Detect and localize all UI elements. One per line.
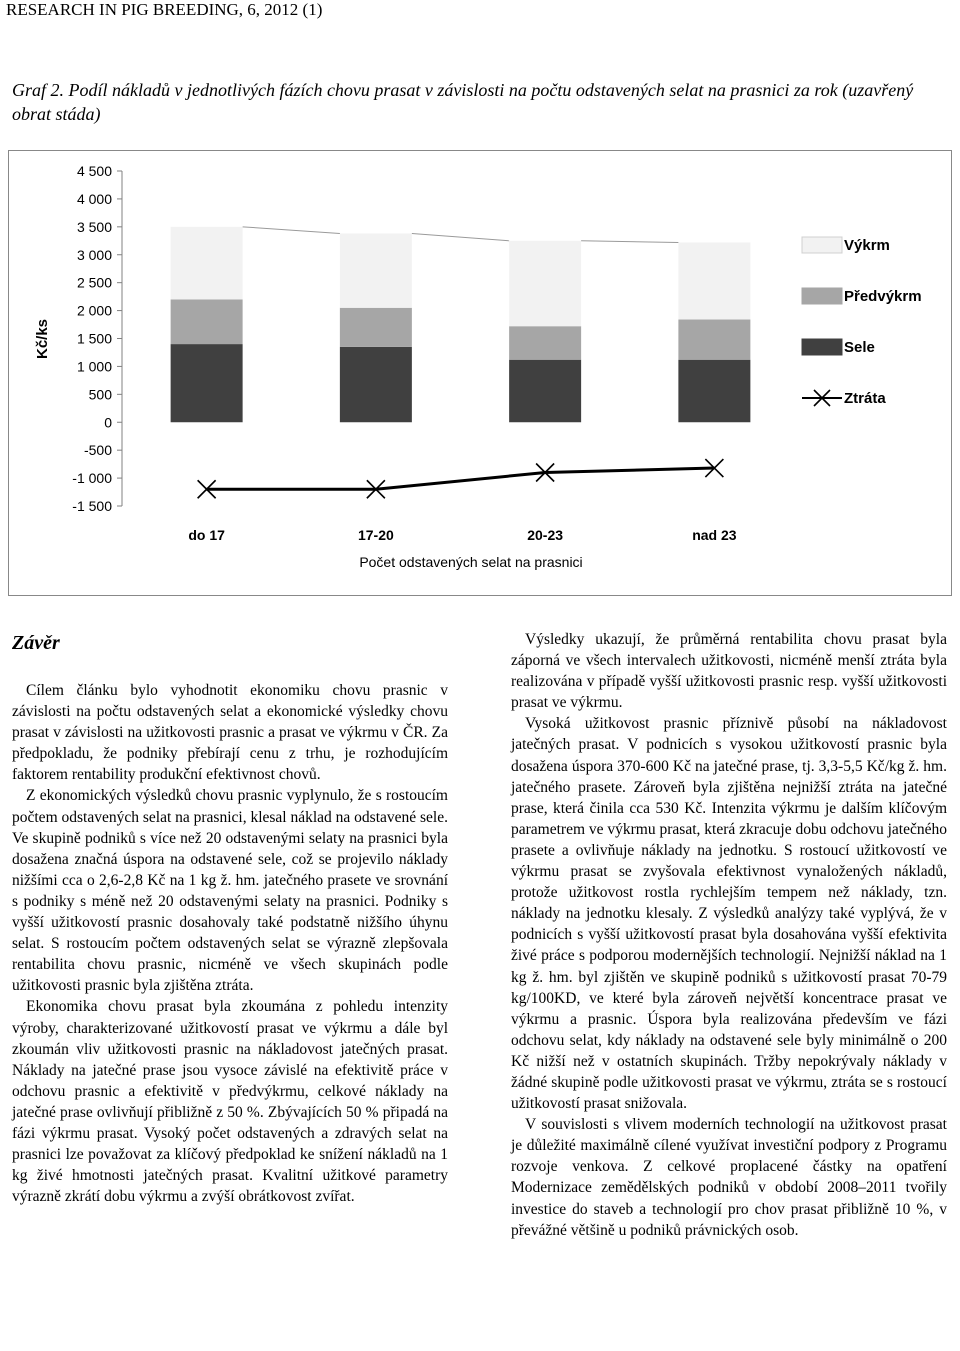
bar-sele [509, 360, 581, 423]
y-tick-label: 0 [104, 414, 112, 431]
y-tick-label: -500 [83, 442, 112, 459]
right-paragraph-1: Výsledky ukazují, že průměrná rentabilita chovu prasat byla záporná ve všech intervalech užitkovosti, nicméně menší ztráta byla realizována v případě vyšší užitkovosti prasnic resp. vyšší užitkovosti prasat ve výkrmu. [511, 631, 947, 712]
x-axis-label: Počet odstavených selat na prasnici [359, 554, 583, 570]
series-line-ztrata [207, 468, 715, 489]
running-head: RESEARCH IN PIG BREEDING, 6, 2012 (1) [6, 0, 323, 19]
left-paragraph-3: Ekonomika chovu prasat byla zkoumána z pohledu intenzity výroby, charakterizované užitkovostí prasat ve výkrmu a dále byl zkoumán vliv užitkovosti prasnic na nákladovost jatečných prasat. Náklady na jatečné prase jsou vysoce závislé na efektivitě práce v odchovu prasnic a efektivitě v předvýkrmu, celkové náklady na jatečné prase ovlivňují přibližně z 50 %. Zbývajících 50 % připadá na fázi výkrmu prasat. Vysoký počet odstavených a zdravých selat na prasnici lze považovat za klíčový předpoklad ke snížení nákladů na 1 kg živé hmotnosti jatečných prasat. Kvalitní užitkové parametry výrazně zkrátí dobu výkrmu a zvýší obrátkovost zvířat. [12, 998, 448, 1206]
section-title: Závěr [12, 632, 60, 654]
bar-výkrm [340, 234, 412, 308]
bar-sele [678, 360, 750, 423]
bar-sele [340, 347, 412, 422]
bar-výkrm [171, 227, 243, 300]
y-tick-label: 2 000 [76, 302, 112, 319]
left-paragraph-2: Z ekonomických výsledků chovu prasnic vyplynulo, že s rostoucím počtem odstavených selat na prasnici, klesal náklad na odstavené sele. Ve skupině podniků s více než 20 odstavenými selaty na prasnici byla dosažena značná úspora na odstavené sele, což se projevilo náklady nižšími cca o 2,6-2,8 Kč na 1 kg ž. hm. jatečného prasete ve srovnání s podniky s méně než 20 odstavenými selaty na prasnici. Podniky s vyšší užitkovostí prasnic dosahovaly také podstatně nižšího úhynu selat. S rostoucím počtem odstavených selat se výrazně zlepšovala rentabilita chovu prasnic, nicméně ve všech skupinách podle užitkovosti prasnic byla zjištěna ztráta. [12, 787, 448, 995]
legend-swatch-předvýkrm [802, 288, 842, 304]
stacked-bar-chart [9, 151, 951, 595]
x-tick-label: nad 23 [692, 527, 737, 543]
x-tick-label: 20-23 [527, 527, 564, 543]
bar-výkrm [509, 241, 581, 326]
legend-label: Ztráta [844, 390, 886, 407]
y-axis-label: Kč/ks [34, 318, 51, 360]
y-tick-label: 500 [88, 386, 112, 403]
right-paragraph-2: Vysoká užitkovost prasnic příznivě působí na nákladovost jatečných prasat. V podnicích s vysokou užitkovostí prasnic byla dosažena úspora 370-600 Kč na jatečné prase, tj. 3,3-5,5 Kč/kg ž. hm. jatečného prasete. Zároveň byla zjištěna nejnižší ztráta na jatečné prase, která činila cca 530 Kč. Intenzita výkrmu je dalším klíčovým parametrem ve výkrmu prasat, která zkracuje dobu odchovu jatečného prasete a ovlivňuje náklady na jednotku. S rostoucí užitkovostí ve výkrmu prasat se zvyšovala efektivnost vynaložených nákladů, protože užitkovost rostla rychlejším tempem než náklady, tzn. náklady na jednotku klesaly. Z výsledků analýzy také vyplývá, že v podnicích s vyšší užitkovostí prasat byla dosahována vyšší efektivita živé práce s podporou modernějších technologií. Nejnižší náklad na 1 kg ž. hm. byl zjištěn ve skupině podniků s užitkovostí prasat 70-79 kg/100KD, ve které byla zároveň největší koncentrace prasat ve výkrmu a prasnic. Úspora byla realizována především ve fázi odchovu selat, kdy náklady na odstavené sele byly minimálně o 200 Kč nižší než v ostatních skupinách. Tržby nepokrývaly náklady v žádné skupině podle užitkovosti prasat ve výkrmu, ztráta se s rostoucí užitkovostí prasat snižovala. [511, 715, 947, 1113]
bar-sele [171, 344, 243, 422]
legend-swatch-výkrm [802, 237, 842, 253]
legend-label: Sele [844, 339, 875, 356]
y-tick-label: 2 500 [76, 274, 112, 291]
y-tick-label: 3 000 [76, 246, 112, 263]
series-line-total [243, 227, 340, 234]
legend-label: Předvýkrm [844, 288, 922, 305]
bar-předvýkrm [678, 320, 750, 360]
y-tick-label: 4 500 [76, 163, 112, 179]
bar-předvýkrm [340, 308, 412, 347]
bar-předvýkrm [171, 299, 243, 344]
right-paragraph-3: V souvislosti s vlivem moderních technologií na užitkovost prasat je důležité maximálně cílené využívat investiční podpory z Programu rozvoje venkova. Z celkové proplacené částky na opatření Modernizace zemědělských podniků v období 2008–2011 tvořily investice do staveb a technologií pro chov prasat přibližně 10 %, v převážné většině u podniků právnických osob. [511, 1116, 947, 1239]
series-line-total [581, 241, 678, 243]
y-tick-label: -1 000 [72, 470, 112, 487]
y-tick-label: 3 500 [76, 218, 112, 235]
y-tick-label: -1 500 [72, 498, 112, 514]
bar-předvýkrm [509, 326, 581, 360]
legend-swatch-sele [802, 339, 842, 355]
right-column [511, 629, 947, 1241]
series-line-total [412, 234, 509, 241]
chart-frame [8, 150, 952, 596]
y-tick-label: 1 500 [76, 330, 112, 347]
bar-výkrm [678, 242, 750, 319]
legend-label: Výkrm [844, 237, 890, 254]
x-tick-label: 17-20 [357, 527, 394, 543]
chart-marks [72, 163, 921, 543]
figure-caption: Graf 2. Podíl nákladů v jednotlivých fázích chovu prasat v závislosti na počtu odstavených selat na prasnici za rok (uzavřený obrat stáda) [12, 80, 914, 124]
left-column [12, 680, 448, 1207]
y-tick-label: 1 000 [76, 358, 112, 375]
y-tick-label: 4 000 [76, 190, 112, 207]
x-tick-label: do 17 [188, 527, 225, 543]
left-paragraph-1: Cílem článku bylo vyhodnotit ekonomiku chovu prasnic v závislosti na počtu odstavených selat a ekonomické výsledky chovu prasat v závislosti na užitkovosti prasnic a prasat ve výkrmu v ČR. Za předpokladu, že podniky přebírají cenu z trhu, je rozhodujícím faktorem rentability produkční efektivnost chovů. [12, 682, 448, 784]
